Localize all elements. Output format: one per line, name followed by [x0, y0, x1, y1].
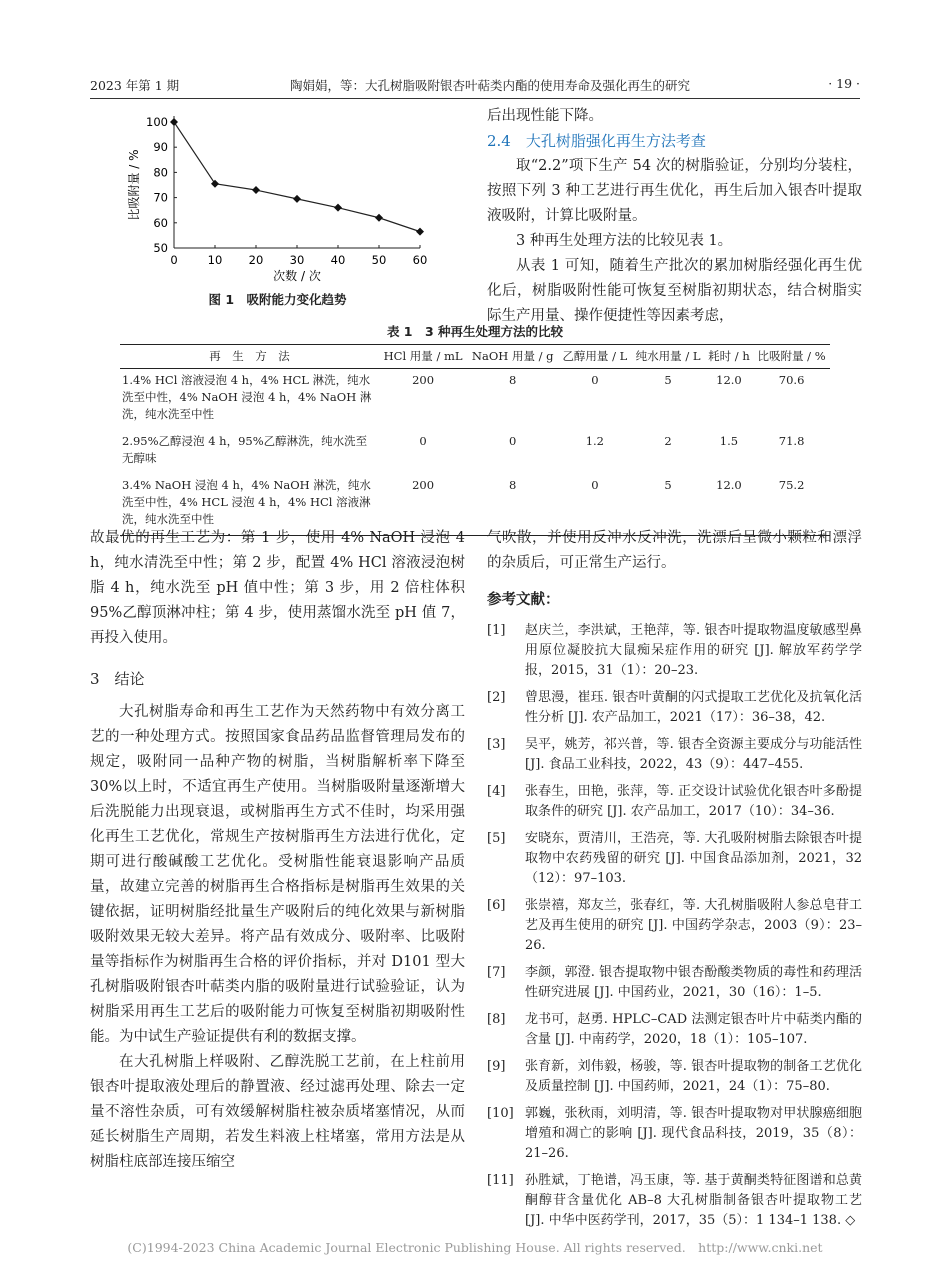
data-point — [293, 195, 301, 203]
data-point — [170, 118, 178, 126]
column-header: 再 生 方 法 — [120, 345, 379, 369]
column-header: 乙醇用量 / L — [558, 345, 631, 369]
paragraph: 3 种再生处理方法的比较见表 1。 — [516, 233, 733, 249]
reference-item: [1] 赵庆兰，李洪斌，王艳萍，等. 银杏叶提取物温度敏感型鼻用原位凝胶抗大鼠痴呆症作用的研究 [J]. 解放军药学学报，2015，31（1）：20–23. — [487, 623, 862, 678]
adsorption-cell: 71.8 — [778, 434, 805, 448]
running-header — [90, 76, 860, 99]
paragraph: 在大孔树脂上样吸附、乙醇洗脱工艺前，在上柱前用银杏叶提取液处理后的静置液、经过滤再处理、除去一定量不溶性杂质，可有效缓解树脂柱被杂质堵塞情况，从而延长树脂生产周期，若发生料液上柱堵塞，常用方法是从树脂柱底部连接压缩空 — [90, 1054, 465, 1170]
reference-item: [9] 张育新，刘伟毅，杨骏，等. 银杏叶提取物的制备工艺优化及质量控制 [J]. 中国药师，2021，24（1）：75–80. — [487, 1059, 862, 1094]
naoh-cell: 0 — [509, 434, 517, 448]
paragraph: 气吹散，并使用反冲水反冲洗，洗漂后呈微小颗粒和漂浮的杂质后，可正常生产运行。 — [487, 530, 862, 571]
reference-item: [7] 李颜，郭澄. 银杏提取物中银杏酚酸类物质的毒性和药理活性研究进展 [J]. 中国药业，2021，30（16）：1–5. — [487, 965, 862, 1000]
water-cell: 5 — [631, 474, 704, 536]
hcl-cell: 200 — [379, 474, 467, 536]
x-tick-label: 30 — [289, 253, 305, 267]
table-row — [120, 369, 830, 431]
time-cell: 12.0 — [716, 373, 742, 387]
data-point — [416, 228, 424, 236]
hcl-cell: 0 — [419, 434, 427, 448]
issue-label: 2023 年第 1 期 — [90, 78, 180, 93]
data-point — [252, 186, 260, 194]
regeneration-comparison-table — [120, 344, 830, 536]
ethanol-cell: 1.2 — [585, 434, 604, 448]
method-cell: 2.95%乙醇浸泡 4 h，95%乙醇淋洗，纯水洗至无醇味 — [122, 434, 368, 465]
x-tick-label: 50 — [371, 253, 387, 267]
data-point — [375, 214, 383, 222]
method-cell: 3.4% NaOH 浸泡 4 h，4% NaOH 淋洗，纯水洗至中性，4% HCL 浸泡 4 h，4% HCl 溶液淋洗，纯水洗至中性 — [120, 474, 379, 536]
y-tick-label: 70 — [153, 190, 168, 205]
running-title: 陶娟娟，等：大孔树脂吸附银杏叶萜类内酯的使用寿命及强化再生的研究 — [290, 78, 691, 93]
reference-item: [4] 张春生，田艳，张萍，等. 正交设计试验优化银杏叶多酚提取条件的研究 [J]. 农产品加工，2017（10）：34–36. — [487, 784, 862, 819]
naoh-cell: 8 — [467, 474, 558, 536]
method-cell: 1.4% HCl 溶液浸泡 4 h，4% HCL 淋洗，纯水洗至中性，4% NaOH 浸泡 4 h，4% NaOH 淋洗，纯水洗至中性 — [122, 373, 372, 421]
reference-item: [6] 张崇禧，郑友兰，张春红，等. 大孔树脂吸附人参总皂苷工艺及再生使用的研究 [J]. 中国药学杂志，2003（9）：23–26. — [487, 898, 862, 953]
reference-item: [2] 曾思漫，崔珏. 银杏叶黄酮的闪式提取工艺优化及抗氧化活性分析 [J]. 农产品加工，2021（17）：36–38，42. — [487, 690, 862, 725]
column-header: 纯水用量 / L — [631, 345, 704, 369]
water-cell: 5 — [664, 373, 672, 387]
y-axis-label: 比吸附量 / % — [127, 149, 141, 221]
paragraph: 故最优的再生工艺为：第 1 步，使用 4% NaOH 浸泡 4 h，纯水清洗至中性；第 2 步，配置 4% HCl 溶液浸泡树脂 4 h，纯水洗至 pH 值中性；第 3 步，用 2 倍柱体积 95%乙醇顶淋冲柱；第 4 步，使用蒸馏水洗至 pH 值 7，再投入使用。 — [90, 530, 465, 646]
table-title: 表 1 3 种再生处理方法的比较 — [386, 324, 564, 339]
y-tick-label: 50 — [153, 241, 168, 255]
column-header: 耗时 / h — [705, 345, 754, 369]
y-tick-label: 100 — [146, 115, 168, 129]
references-heading: 参考文献： — [487, 591, 560, 608]
column-header: 比吸附量 / % — [753, 345, 830, 369]
table-header-row — [120, 345, 830, 369]
reference-item: [3] 吴平，姚芳，祁兴普，等. 银杏全资源主要成分与功能活性 [J]. 食品工业科技，2022，43（9）：447–455. — [487, 737, 862, 772]
copyright-footer: (C)1994-2023 China Academic Journal Electronic Publishing House. All rights reserved. http://www.cnki.net — [127, 1240, 823, 1255]
y-tick-label: 90 — [153, 140, 168, 155]
column-header: HCl 用量 / mL — [379, 345, 467, 369]
reference-item: [10] 郭巍，张秋雨，刘明清，等. 银杏叶提取物对甲状腺癌细胞增殖和凋亡的影响 [J]. 现代食品科技，2019，35（8）：21–26. — [487, 1106, 862, 1161]
y-tick-label: 80 — [153, 165, 168, 180]
column-header: NaOH 用量 / g — [467, 345, 558, 369]
x-tick-label: 20 — [248, 253, 264, 267]
right-column-bottom — [487, 526, 862, 1238]
adsorption-cell: 75.2 — [753, 474, 830, 536]
section-heading-conclusion: 3 结论 — [90, 670, 145, 688]
y-tick-label: 60 — [153, 215, 168, 230]
adsorption-cell: 70.6 — [778, 373, 805, 387]
paragraph: 从表 1 可知，随着生产批次的累加树脂经强化再生优化后，树脂吸附性能可恢复至树脂初期状态，结合树脂实际生产用量、操作便捷性等因素考虑， — [487, 258, 862, 324]
reference-item: [8] 龙书可，赵勇. HPLC–CAD 法测定银杏叶片中萜类内酯的含量 [J]. 中南药学，2020，18（1）：105–107. — [487, 1012, 862, 1047]
reference-item: [5] 安晓东，贾清川，王浩亮，等. 大孔吸附树脂去除银杏叶提取物中农药残留的研究 [J]. 中国食品添加剂，2021，32（12）：97–103. — [487, 831, 862, 886]
series-line — [174, 122, 420, 232]
ethanol-cell: 0 — [558, 474, 631, 536]
x-tick-label: 40 — [330, 253, 346, 267]
water-cell: 2 — [664, 434, 672, 448]
x-tick-label: 10 — [207, 253, 223, 267]
paragraph: 取“2.2”项下生产 54 次的树脂验证，分别均分装柱，按照下列 3 种工艺进行再生优化，再生后加入银杏叶提取液吸附，计算比吸附量。 — [487, 158, 862, 224]
right-column-top — [487, 104, 862, 329]
left-column-bottom — [90, 526, 465, 1175]
adsorption-trend-chart — [120, 108, 450, 308]
x-tick-label: 0 — [170, 253, 178, 267]
data-point — [334, 204, 342, 212]
naoh-cell: 8 — [509, 373, 517, 387]
hcl-cell: 200 — [412, 373, 435, 387]
time-cell: 12.0 — [705, 474, 754, 536]
table-row — [120, 430, 830, 474]
reference-list — [487, 621, 862, 1231]
section-heading-2-4: 2.4 大孔树脂强化再生方法考查 — [487, 132, 706, 150]
x-axis-label: 次数 / 次 — [273, 269, 321, 283]
x-tick-label: 60 — [412, 253, 428, 267]
paragraph: 大孔树脂寿命和再生工艺作为天然药物中有效分离工艺的一种处理方式。按照国家食品药品监督管理局发布的规定，吸附同一品种产物的树脂，当树脂解析率下降至 30%以上时，不适宜再生产使用。当树脂吸附量逐渐增大后洗脱能力出现衰退，或树脂再生方式不佳时，均采用强化再生工艺优化，常规生产按树脂再生方法进行优化，定期可进行酸碱酸工艺优化。受树脂性能衰退影响产品质量，故建立完善的树脂再生合格指标是树脂再生效果的关键依据，证明树脂经批量生产吸附后的纯化效果与新树脂吸附效果无较大差异。将产品有效成分、吸附率、比吸附量等指标作为树脂再生合格的评价指标，并对 D101 型大孔树脂吸附银杏叶萜类内脂的吸附量进行试验验证，认为树脂采用再生工艺后的吸附能力可恢复至树脂初期吸附性能。为中试生产验证提供有利的数据支撑。 — [90, 704, 465, 1045]
time-cell: 1.5 — [719, 434, 739, 448]
reference-item: [11] 孙胜斌，丁艳谱，冯玉康，等. 基于黄酮类特征图谱和总黄酮醇苷含量优化 AB–8 大孔树脂制备银杏叶提取物工艺 [J]. 中华中医药学刊，2017，35（5）：1 134–1 138. ◇ — [487, 1173, 862, 1228]
data-point — [211, 180, 219, 188]
ethanol-cell: 0 — [591, 373, 599, 387]
figure-caption: 图 1 吸附能力变化趋势 — [208, 292, 347, 307]
paragraph: 后出现性能下降。 — [487, 108, 603, 124]
page-number: · 19 · — [828, 76, 860, 91]
